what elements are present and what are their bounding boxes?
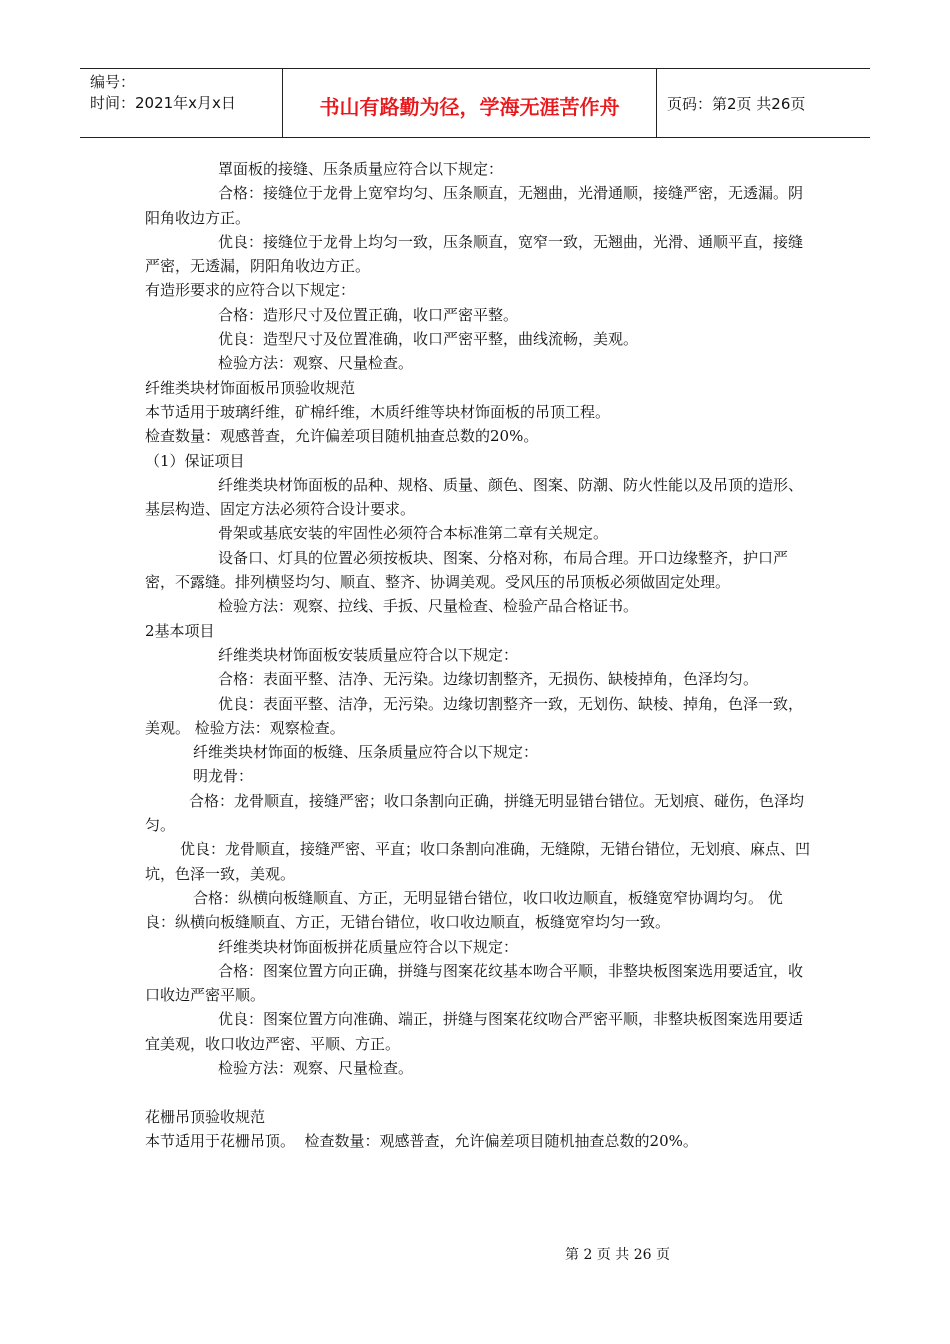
header-meta — [80, 69, 283, 137]
paragraph: 纤维类块材饰面板拼花质量应符合以下规定： — [218, 937, 519, 956]
paragraph: 优良：造型尺寸及位置准确，收口严密平整，曲线流畅，美观。 — [218, 330, 639, 349]
page-header — [80, 68, 870, 138]
paragraph: 本节适用于花栅吊顶。 检查数量：观感普查，允许偏差项目随机抽查总数的20%。 — [145, 1131, 698, 1150]
page-footer: 第 2 页 共 26 页 — [565, 1247, 670, 1263]
paragraph: 检验方法：观察、尺量检查。 — [218, 1058, 414, 1077]
header-page-info: 页码：第2页 共26页 — [667, 94, 806, 113]
paragraph: 检验方法：观察、拉线、手扳、尺量检查、检验产品合格证书。 — [218, 597, 639, 616]
paragraph: 纤维类块材饰面的板缝、压条质量应符合以下规定： — [193, 743, 539, 762]
paragraph: 明龙骨： — [193, 767, 254, 786]
paragraph: 合格：图案位置方向正确，拼缝与图案花纹基本吻合平顺，非整块板图案选用要适宜，收口收边严密平顺。 — [145, 961, 804, 1005]
paragraph: 纤维类块材饰面板吊顶验收规范 — [145, 378, 356, 397]
paragraph: 纤维类块材饰面板安装质量应符合以下规定： — [218, 645, 519, 664]
serial-label: 编号： — [90, 73, 136, 91]
header-motto: 书山有路勤为径，学海无涯苦作舟 — [283, 69, 657, 137]
paragraph: 设备口、灯具的位置必须按板块、图案、分格对称，布局合理。开口边缘整齐，护口严密，不露缝。排列横竖均匀、顺直、整齐、协调美观。受风压的吊顶板必须做固定处理。 — [145, 548, 789, 592]
paragraph: 优良：龙骨顺直，接缝严密、平直；收口条割向准确，无缝隙，无错台错位，无划痕、麻点、凹坑，色泽一致，美观。 — [145, 840, 811, 883]
paragraph: 合格：纵横向板缝顺直、方正，无明显错台错位，收口收边顺直，板缝宽窄协调均匀。 优良：纵横向板缝顺直、方正，无错台错位，收口收边顺直，板缝宽窄均匀一致。 — [145, 888, 783, 932]
paragraph: 纤维类块材饰面板的品种、规格、质量、颜色、图案、防潮、防火性能以及吊顶的造形、基层构造、固定方法必须符合设计要求。 — [145, 475, 804, 519]
paragraph: 2基本项目 — [145, 621, 215, 640]
paragraph: 优良：图案位置方向准确、端正，拼缝与图案花纹吻合严密平顺，非整块板图案选用要适宜美观，收口收边严密、平顺、方正。 — [145, 1010, 804, 1053]
paragraph: （1）保证项目 — [145, 451, 245, 470]
paragraph: 本节适用于玻璃纤维，矿棉纤维，木质纤维等块材饰面板的吊顶工程。 — [145, 402, 611, 421]
paragraph: 检查数量：观感普查，允许偏差项目随机抽查总数的20%。 — [145, 427, 539, 446]
blank-line — [145, 1080, 810, 1104]
paragraph: 优良：表面平整、洁净，无污染。边缘切割整齐一致，无划伤、缺棱、掉角，色泽一致，美观。 检验方法：观察检查。 — [145, 694, 804, 737]
paragraph: 罩面板的接缝、压条质量应符合以下规定： — [218, 160, 504, 178]
paragraph: 合格：造形尺寸及位置正确，收口严密平整。 — [218, 305, 519, 324]
paragraph: 合格：表面平整、洁净、无污染。边缘切割整齐，无损伤、缺棱掉角，色泽均匀。 — [218, 670, 759, 689]
paragraph: 骨架或基底安装的牢固性必须符合本标准第二章有关规定。 — [218, 524, 609, 543]
document-body — [145, 157, 810, 1153]
date-line: 时间：2021年x月x日 — [90, 94, 236, 112]
paragraph: 优良：接缝位于龙骨上均匀一致，压条顺直，宽窄一致，无翘曲，光滑、通顺平直，接缝严密，无透漏，阴阳角收边方正。 — [145, 232, 804, 276]
paragraph: 有造形要求的应符合以下规定： — [145, 281, 356, 300]
paragraph: 合格：龙骨顺直，接缝严密；收口条割向正确，拼缝无明显错台错位。无划痕、碰伤，色泽均匀。 — [145, 791, 805, 835]
paragraph: 花栅吊顶验收规范 — [145, 1107, 266, 1126]
paragraph: 合格：接缝位于龙骨上宽窄均匀、压条顺直，无翘曲，光滑通顺，接缝严密，无透漏。阴阳角收边方正。 — [145, 184, 804, 227]
paragraph: 检验方法：观察、尺量检查。 — [218, 354, 414, 373]
